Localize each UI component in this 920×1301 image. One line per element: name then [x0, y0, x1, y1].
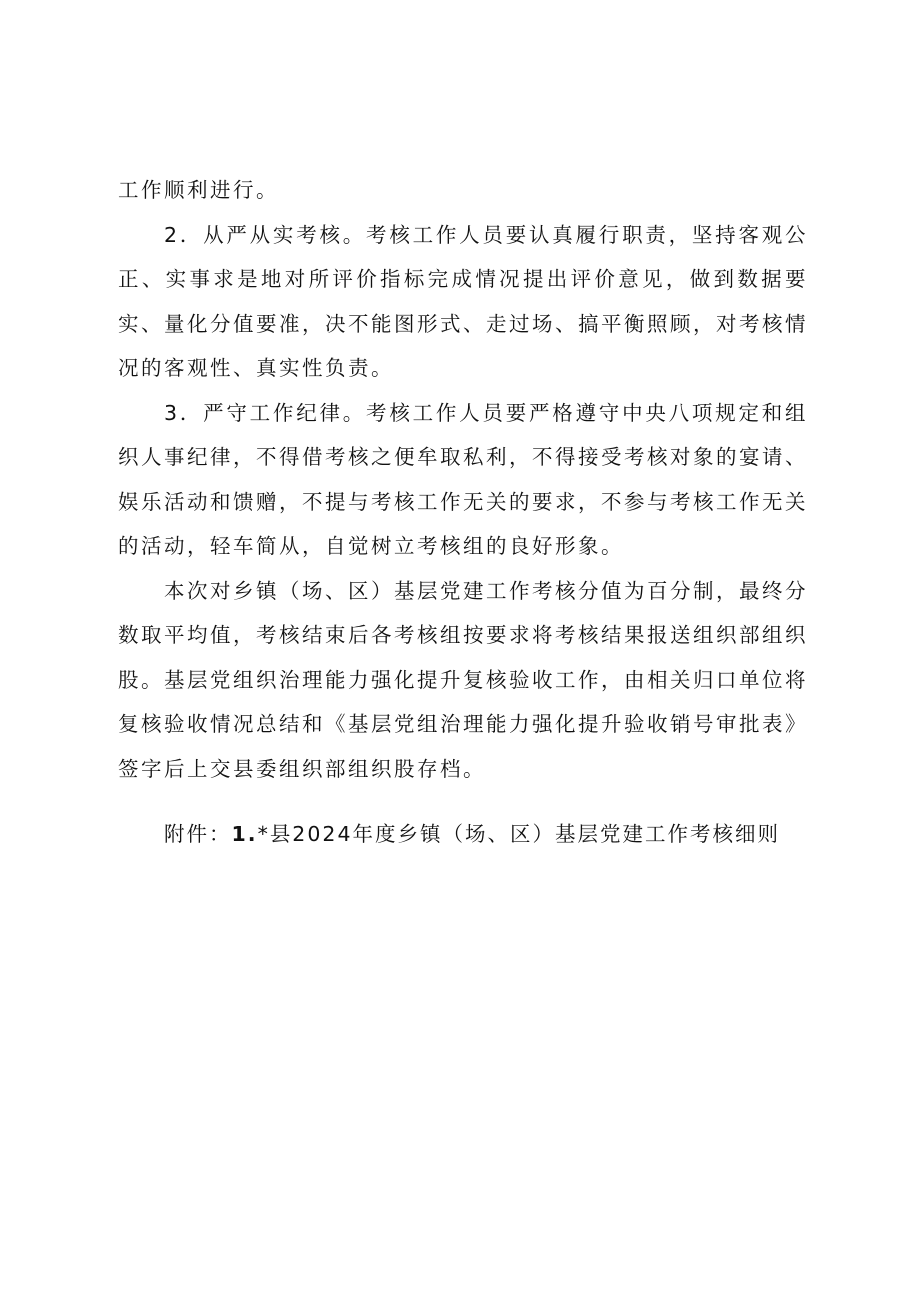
closing-paragraph: 本次对乡镇（场、区）基层党建工作考核分值为百分制，最终分数取平均值，考核结束后各考核组按要求将考核结果报送组织部组织股。基层党组织治理能力强化提升复核验收工作，由相关归口单位将复核验收情况总结和《基层党组治理能力强化提升验收销号审批表》签字后上交县委组织部组织股存档。 [118, 578, 808, 781]
attachment-line [164, 812, 844, 856]
item-3-paragraph [118, 391, 808, 569]
item-3-text: 严守工作纪律。考核工作人员要严格遵守中央八项规定和组织人事纪律，不得借考核之便牟取私利，不得接受考核对象的宴请、娱乐活动和馈赠，不提与考核工作无关的要求，不参与考核工作无关的活动，轻车简从，自觉树立考核组的良好形象。 [118, 400, 809, 558]
document-body [118, 168, 808, 791]
attachment-number: 1. [231, 822, 258, 846]
item-3-number: 3． [164, 400, 204, 425]
attachment-label: 附件： [164, 822, 232, 846]
item-2-number: 2． [164, 222, 204, 247]
attachment-title: *县2024年度乡镇（场、区）基层党建工作考核细则 [257, 822, 780, 846]
continuation-paragraph: 工作顺利进行。 [118, 178, 279, 202]
item-2-paragraph [118, 213, 808, 391]
item-2-text: 从严从实考核。考核工作人员要认真履行职责，坚持客观公正、实事求是地对所评价指标完成情况提出评价意见，做到数据要实、量化分值要准，决不能图形式、走过场、搞平衡照顾，对考核情况的客观性、真实性负责。 [118, 222, 809, 380]
